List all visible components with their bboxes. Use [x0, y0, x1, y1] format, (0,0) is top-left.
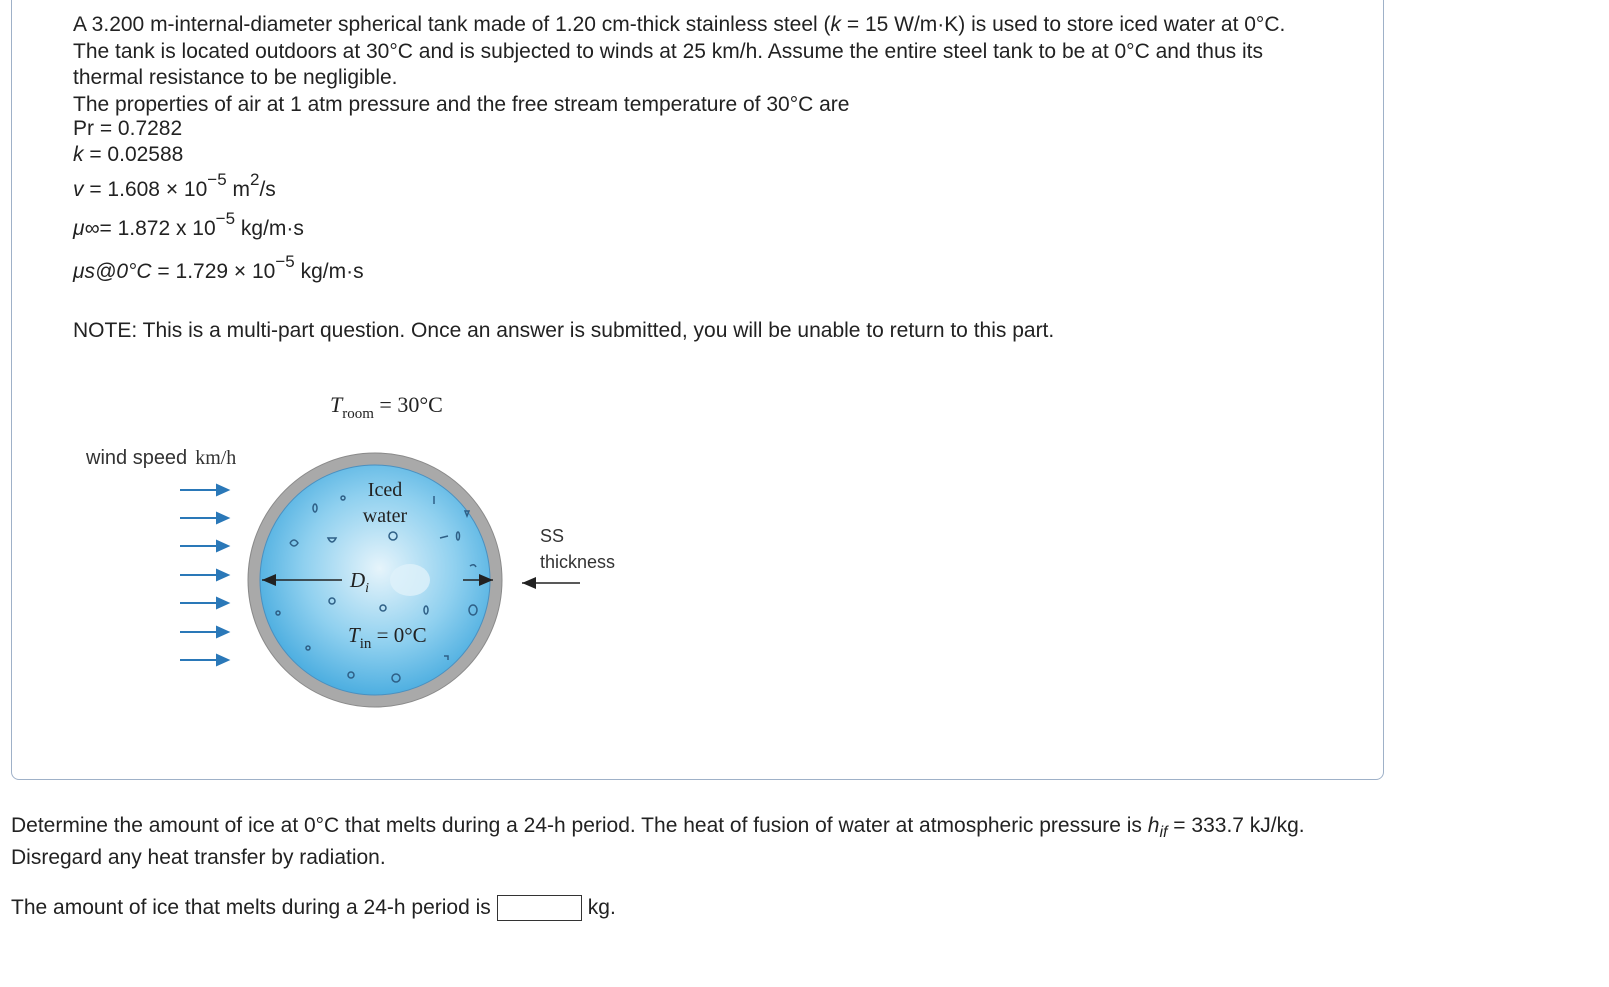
answer-input[interactable] [497, 895, 582, 921]
kinematic-viscosity: $v = 1.608 \times 10^{-5}$ $m^2/s$ [73, 170, 276, 201]
ss-label: SS [540, 526, 565, 546]
t-room-label: $T_{room} = 30^\circ C$ [330, 392, 443, 422]
ss-thickness-label: thickness [540, 552, 616, 572]
iced-water-label: Iced [367, 479, 403, 501]
dynamic-viscosity-free-stream: μ∞= 1.872 x $10^{-5}$ kg/m·s [73, 209, 304, 240]
wind-speed-label: wind speed km/h [86, 447, 237, 469]
properties-intro: The properties of air at 1 atm pressure and the free stream temperature of 30°C are [73, 92, 850, 116]
problem-statement [73, 12, 1323, 118]
iced-water-label-2: water [362, 505, 408, 527]
answer-row [11, 895, 616, 921]
di-label: $D_i$ [350, 568, 370, 596]
answer-prompt: The amount of ice that melts during a 24-h period is [11, 896, 491, 919]
tank-figure [80, 388, 640, 718]
ss-thickness-arrow [522, 577, 536, 589]
t-in-label: $T_{in} = 0^\circ C$ [348, 623, 427, 652]
shine [390, 564, 430, 596]
dynamic-viscosity-surface: μs@0°C = $1.729 \times 10^{-5}$ kg/m·s [73, 252, 364, 283]
prandtl-number: Pr = 0.7282 [73, 117, 183, 140]
answer-unit: kg. [587, 896, 616, 919]
thermal-conductivity: k = 0.02588 [73, 143, 184, 166]
wind-arrows [180, 485, 228, 665]
multi-part-note: NOTE: This is a multi-part question. Once an answer is submitted, you will be unable to return to this part. [73, 319, 1055, 342]
problem-description: A 3.200 m-internal-diameter spherical tank made of 1.20 cm-thick stainless steel (k = 15 W/m·K) is used to store iced water at 0°C. The tank is located outdoors at 30°C and is subjected to winds at 25 km/h. Assume the entire steel tank to be at 0°C and thus its thermal resistance to be negligible. [73, 13, 1286, 89]
part-question: Determine the amount of ice at 0°C that melts during a 24-h period. The heat of fusion of water at atmospheric pressure is $h_{if} = 333.7$ kJ/kg. Disregard any heat transfer by radiation. [11, 814, 1305, 869]
